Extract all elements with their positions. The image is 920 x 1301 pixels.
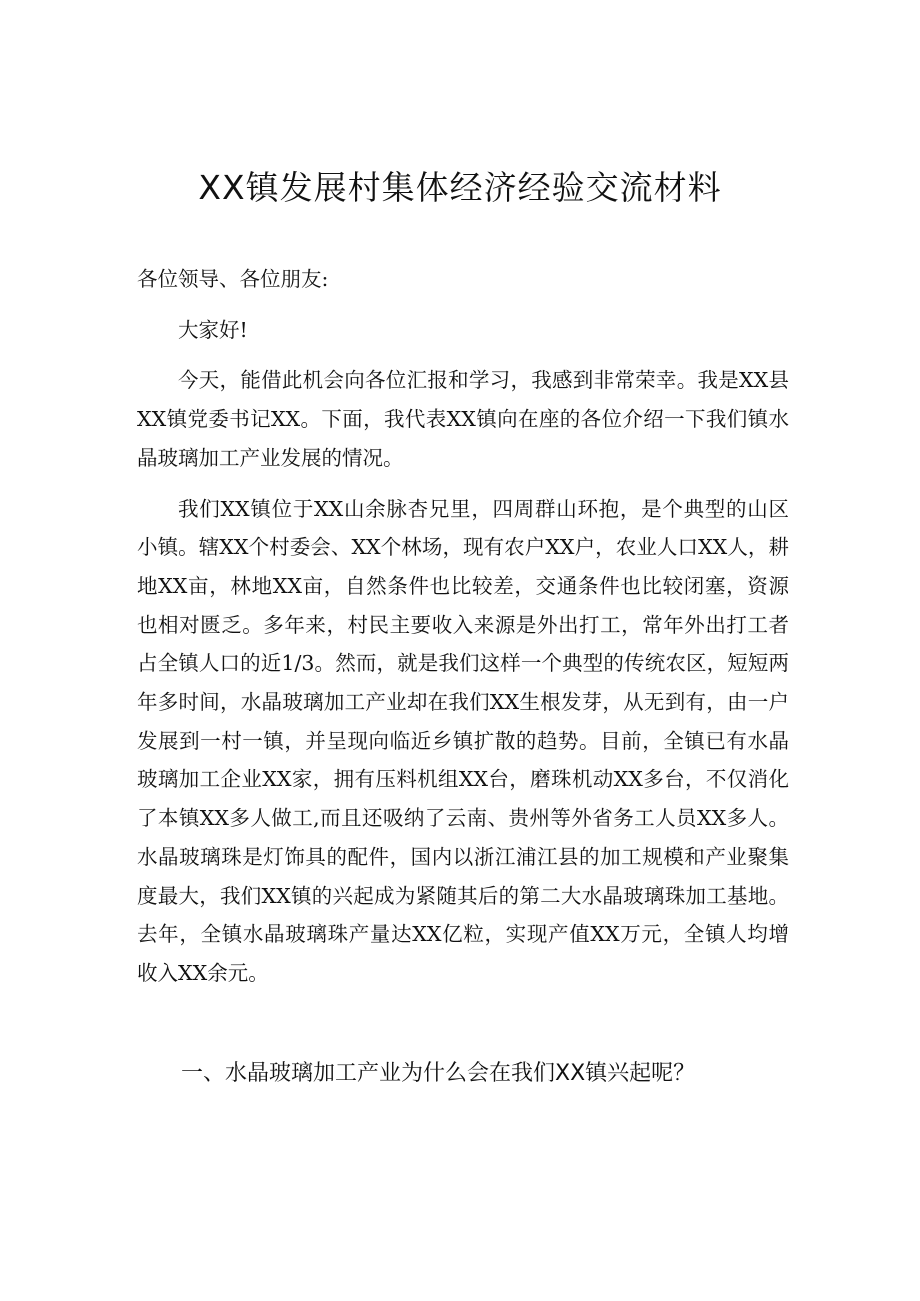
greeting: 大家好! — [178, 317, 248, 342]
document-body — [137, 260, 789, 1005]
document-title: XX镇发展村集体经济经验交流材料 — [198, 168, 722, 207]
paragraph-intro: 今天，能借此机会向各位汇报和学习，我感到非常荣幸。我是XX县XX镇党委书记XX。下面，我代表XX镇向在座的各位介绍一下我们镇水晶玻璃加工产业发展的情况。 — [137, 368, 789, 470]
paragraph-overview: 我们XX镇位于XX山余脉杏兄里，四周群山环抱，是个典型的山区小镇。辖XX个村委会、XX个林场，现有农户XX户，农业人口XX人，耕地XX亩，林地XX亩，自然条件也比较差，交通条件也比较闭塞，资源也相对匮乏。多年来，村民主要收入来源是外出打工，常年外出打工者占全镇人口的近1/3。然而，就是我们这样一个典型的传统农区，短短两年多时间，水晶玻璃加工产业却在我们XX生根发芽，从无到有，由一户发展到一村一镇，并呈现向临近乡镇扩散的趋势。目前，全镇已有水晶玻璃加工企业XX家，拥有压料机组XX台，磨珠机动XX多台，不仅消化了本镇XX多人做工,而且还吸纳了云南、贵州等外省务工人员XX多人。水晶玻璃珠是灯饰具的配件，国内以浙江浦江县的加工规模和产业聚集度最大，我们XX镇的兴起成为紧随其后的第二大水晶玻璃珠加工基地。去年，全镇水晶玻璃珠产量达XX亿粒，实现产值XX万元，全镇人均增收入XX余元。 — [137, 496, 789, 985]
salutation: 各位领导、各位朋友: — [137, 267, 329, 291]
section-heading: 一、水晶玻璃加工产业为什么会在我们XX镇兴起呢？ — [181, 1061, 696, 1086]
